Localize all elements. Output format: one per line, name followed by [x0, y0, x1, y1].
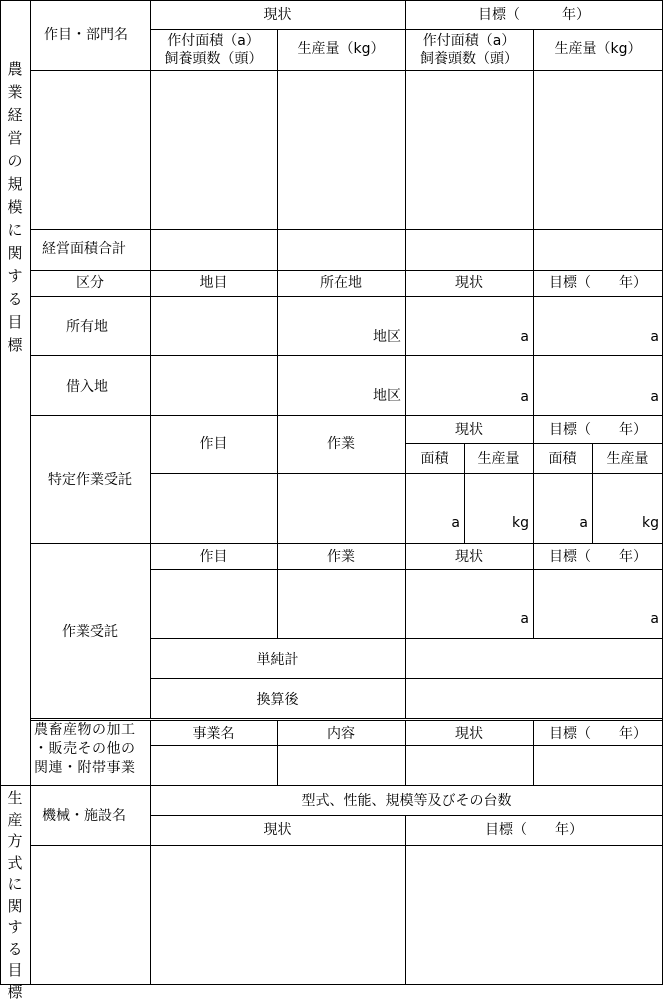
header-machinery-current: 現状: [263, 822, 292, 838]
header-crops-target: 目標（ 年）: [478, 7, 590, 23]
leased-district-unit: 地区: [373, 388, 401, 404]
header-machinery-spec: 型式、性能、規模等及びその台数: [301, 793, 512, 809]
section-label-production-method: 生産方式に関する目標: [7, 789, 23, 1001]
row-leased-land: 借入地: [66, 379, 108, 395]
sw-target-production-unit: kg: [642, 515, 659, 531]
header-crop-department: 作目・部門名: [44, 27, 128, 43]
header-crops-current-production: 生産量（kg）: [297, 41, 385, 57]
label-machinery-facility: 機械・施設名: [42, 808, 126, 824]
header-rb-target: 目標（ 年）: [549, 726, 647, 742]
header-land-type: 地目: [199, 275, 228, 291]
wc-current-unit: a: [520, 611, 529, 627]
header-crops-target-production: 生産量（kg）: [554, 41, 642, 57]
header-wc-crop: 作目: [199, 549, 228, 565]
row-owned-land: 所有地: [66, 319, 108, 335]
header-land-current: 現状: [455, 275, 483, 291]
label-work-contract: 作業受託: [62, 624, 118, 640]
header-rb-current: 現状: [455, 726, 483, 742]
header-crops-target-area: 作付面積（a） 飼養頭数（頭）: [420, 33, 518, 67]
leased-current-unit: a: [520, 389, 529, 405]
label-total-management-area: 経営面積合計: [42, 241, 126, 257]
header-crops-current: 現状: [263, 7, 292, 23]
section-label-farm-scale: 農業経営の規模に関する目標: [7, 60, 23, 354]
header-sw-target-area: 面積: [548, 451, 577, 467]
header-land-target: 目標（ 年）: [549, 275, 647, 291]
header-machinery-target: 目標（ 年）: [485, 822, 583, 838]
sw-target-area-unit: a: [579, 515, 588, 531]
header-rb-content: 内容: [327, 726, 355, 742]
owned-district-unit: 地区: [373, 329, 401, 345]
header-rb-business-name: 事業名: [192, 726, 235, 742]
header-sw-target-production: 生産量: [606, 451, 649, 467]
header-wc-work: 作業: [327, 549, 355, 565]
sw-current-production-unit: kg: [512, 515, 529, 531]
header-wc-target: 目標（ 年）: [549, 549, 647, 565]
header-sw-crop: 作目: [199, 436, 228, 452]
header-land-location: 所在地: [320, 275, 362, 291]
header-land-category: 区分: [76, 275, 104, 291]
wc-target-unit: a: [650, 611, 659, 627]
owned-current-unit: a: [520, 329, 529, 345]
header-sw-current-production: 生産量: [477, 451, 520, 467]
label-related-business: 農畜産物の加工 ・販売その他の 関連・附帯事業: [34, 722, 136, 776]
header-sw-current-area: 面積: [420, 451, 449, 467]
sw-current-area-unit: a: [451, 515, 460, 531]
header-wc-current: 現状: [455, 549, 483, 565]
header-crops-current-area: 作付面積（a） 飼養頭数（頭）: [164, 33, 263, 67]
header-sw-current: 現状: [455, 422, 483, 438]
label-converted: 換算後: [256, 692, 299, 708]
header-sw-target: 目標（ 年）: [549, 422, 647, 438]
label-specific-work-contract: 特定作業受託: [48, 472, 132, 488]
header-sw-work: 作業: [327, 436, 355, 452]
owned-target-unit: a: [650, 329, 659, 345]
leased-target-unit: a: [650, 389, 659, 405]
label-simple-total: 単純計: [256, 652, 299, 668]
